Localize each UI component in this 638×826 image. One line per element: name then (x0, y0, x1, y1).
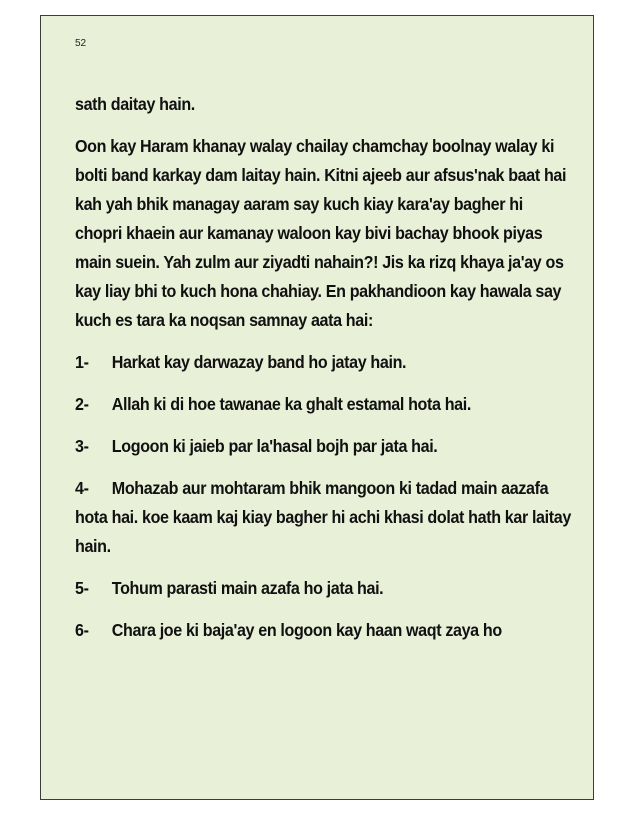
list-item (75, 390, 572, 419)
paragraph-continuation: sath daitay hain. (75, 94, 195, 114)
list-item (75, 432, 572, 461)
list-item-text: Logoon ki jaieb par la'hasal bojh par jata hai. (111, 436, 438, 456)
list-item-number: 6- (75, 620, 89, 640)
list-item-text: Chara joe ki baja'ay en logoon kay haan waqt zaya ho (111, 620, 502, 640)
list-item-number: 4- (75, 478, 89, 498)
list-item-text: Mohazab aur mohtaram bhik mangoon ki tadad main aazafa hota hai. koe kaam kaj kiay bagher hi achi khasi dolat hath kar laitay hain. (75, 478, 571, 556)
list-item-number: 2- (75, 394, 89, 414)
list-item (75, 616, 572, 645)
list-item (75, 474, 572, 561)
page-body (75, 90, 572, 658)
paragraph-main: Oon kay Haram khanay walay chailay chamchay boolnay walay ki bolti band karkay dam laitay hain. Kitni ajeeb aur afsus'nak baat hai kah yah bhik managay aaram say kuch kiay kara'ay bagher hi chopri khaein aur kamanay waloon kay bivi bachay bhook piyas main suein. Yah zulm aur ziyadti nahain?! Jis ka rizq khaya ja'ay os kay liay bhi to kuch hona chahiay. En pakhandioon kay hawala say kuch es tara ka noqsan samnay aata hai: (75, 136, 567, 330)
list-item-number: 1- (75, 352, 89, 372)
list-item-text: Tohum parasti main azafa ho jata hai. (111, 578, 384, 598)
page-number: 52 (75, 38, 87, 49)
list-item-text: Allah ki di hoe tawanae ka ghalt estamal hota hai. (111, 394, 471, 414)
list-item-text: Harkat kay darwazay band ho jatay hain. (111, 352, 407, 372)
list-item (75, 348, 572, 377)
list-item-number: 3- (75, 436, 89, 456)
list-item-number: 5- (75, 578, 89, 598)
list-item (75, 574, 572, 603)
